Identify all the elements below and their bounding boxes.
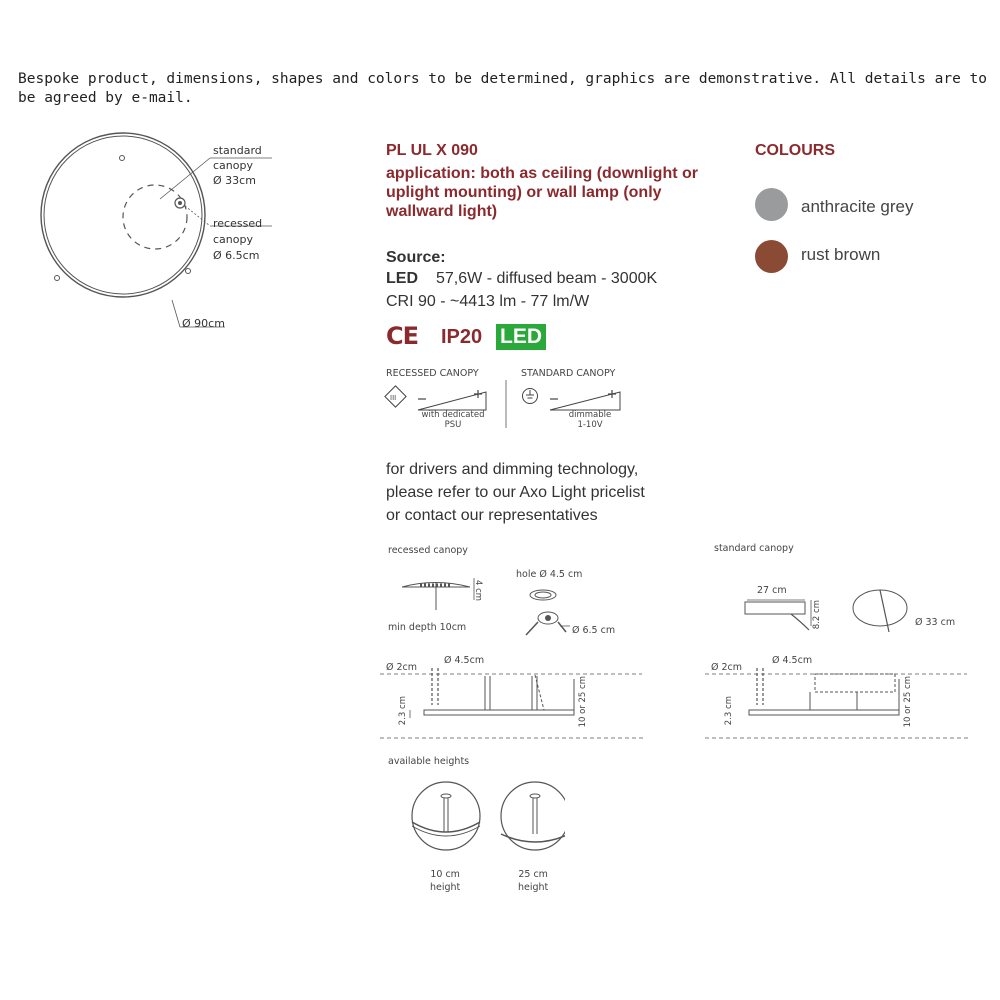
hole-diameter-label: Ø 4.5cm bbox=[444, 655, 485, 666]
source-spec-1: LED 57,6W - diffused beam - 3000K bbox=[386, 270, 658, 287]
height-82-label: 8.2 cm bbox=[812, 600, 822, 630]
pipe-diameter-label: Ø 2cm bbox=[386, 662, 418, 673]
standard-canopy-label: standard canopy Ø 33cm bbox=[213, 144, 262, 187]
pipe-diameter-label: Ø 2cm bbox=[711, 662, 743, 673]
fixing-point bbox=[55, 276, 60, 281]
recessed-install-drawing bbox=[380, 560, 650, 745]
product-code: PL UL X 090 bbox=[386, 142, 478, 159]
height-23-label: 2.3 cm bbox=[398, 696, 408, 726]
drivers-note: for drivers and dimming technology, please refer to our Axo Light pricelist or contact our representatives bbox=[386, 461, 645, 524]
led-badge: LED bbox=[496, 324, 546, 350]
standard-install-drawing bbox=[705, 560, 975, 745]
dimming-ramp-icon bbox=[550, 392, 620, 410]
recessed-canopy-note: with dedicated PSU bbox=[421, 410, 485, 430]
diameter-label: Ø 90cm bbox=[182, 317, 225, 330]
height-10-25-label: 10 or 25 cm bbox=[903, 676, 913, 728]
fixing-point bbox=[186, 269, 191, 274]
height-10-label: 10 cm height bbox=[430, 869, 461, 893]
colours-title: COLOURS bbox=[755, 142, 835, 159]
dimming-ramp-icon bbox=[418, 392, 486, 410]
application-text: application: both as ceiling (downlight or uplight mounting) or wall lamp (only wallward light) bbox=[386, 165, 698, 220]
available-heights-title: available heights bbox=[388, 756, 470, 767]
disclaimer-text: Bespoke product, dimensions, shapes and colors to be determined, graphics are demonstrative. All details are to be agreed by e-mail. bbox=[18, 71, 988, 106]
recessed-install-title: recessed canopy bbox=[388, 545, 468, 556]
heights-drawing bbox=[405, 772, 565, 862]
colour-name: rust brown bbox=[801, 245, 881, 264]
standard-canopy-note: dimmable 1-10V bbox=[568, 410, 612, 430]
recessed-canopy-label: recessed canopy Ø 6.5cm bbox=[213, 217, 263, 262]
swatch-anthracite-grey bbox=[755, 188, 788, 221]
width-27-label: 27 cm bbox=[757, 585, 787, 596]
recessed-diameter-label: Ø 6.5 cm bbox=[572, 625, 616, 636]
height-10-25-label: 10 or 25 cm bbox=[578, 676, 588, 728]
height-4cm-label: 4 cm bbox=[473, 580, 483, 602]
colour-name: anthracite grey bbox=[801, 197, 914, 216]
source-spec-2: CRI 90 - ~4413 lm - 77 lm/W bbox=[386, 293, 590, 310]
min-depth-label: min depth 10cm bbox=[388, 622, 467, 633]
standard-canopy-title: STANDARD CANOPY bbox=[521, 368, 616, 379]
svg-text:III: III bbox=[390, 394, 397, 402]
height-25-label: 25 cm height bbox=[518, 869, 549, 893]
standard-diameter-label: Ø 33 cm bbox=[915, 617, 956, 628]
ce-mark: CE bbox=[386, 322, 419, 350]
hole-label: hole Ø 4.5 cm bbox=[516, 569, 583, 580]
standard-install-title: standard canopy bbox=[714, 543, 794, 554]
height-23-label: 2.3 cm bbox=[724, 696, 734, 726]
hole-diameter-label: Ø 4.5cm bbox=[772, 655, 813, 666]
swatch-rust-brown bbox=[755, 240, 788, 273]
fixing-point bbox=[120, 156, 125, 161]
recessed-canopy-title: RECESSED CANOPY bbox=[386, 368, 479, 379]
standard-canopy-outline bbox=[123, 185, 187, 249]
ip-rating: IP20 bbox=[441, 326, 483, 348]
source-label: Source: bbox=[386, 249, 446, 266]
